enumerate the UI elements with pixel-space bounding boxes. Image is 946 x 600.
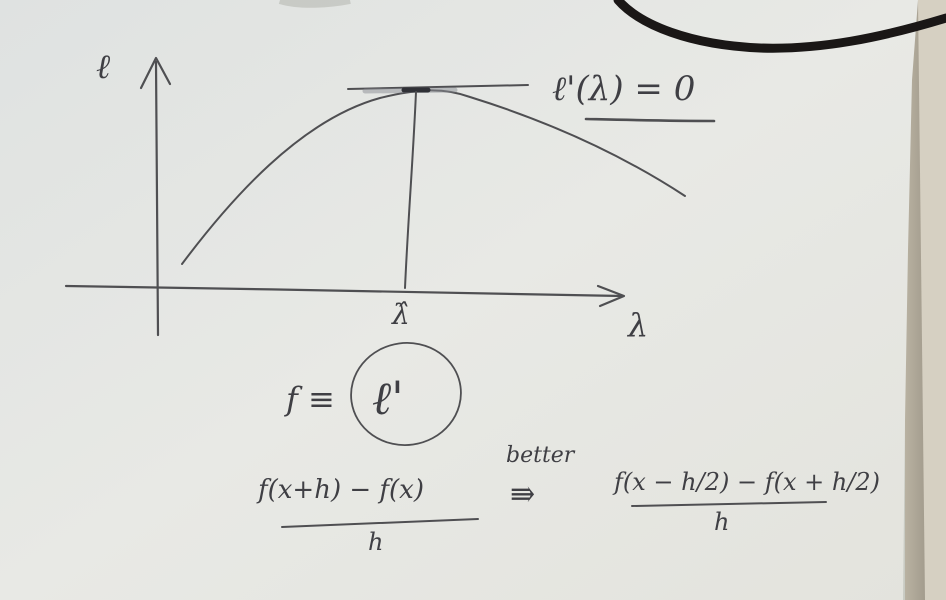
central-difference-numerator: f(x − h/2) − f(x + h/2) [614, 468, 881, 496]
y-axis-label: ℓ [96, 47, 111, 87]
f-definition: f ≡ [286, 380, 335, 418]
forward-difference-numerator: f(x+h) − f(x) [258, 475, 424, 505]
circled-derivative: ℓ' [372, 371, 404, 425]
cable-shadow [280, 0, 350, 4]
forward-difference-denominator: h [368, 528, 384, 556]
stationary-condition: ℓ'(λ) = 0 [552, 69, 696, 109]
central-difference-denominator: h [714, 508, 730, 536]
improvement-arrow: ⇛ [510, 477, 536, 512]
x-axis-label: λ [628, 306, 649, 344]
lambda-hat-marker: λ̂ [392, 298, 410, 331]
better-label: better [506, 443, 575, 468]
